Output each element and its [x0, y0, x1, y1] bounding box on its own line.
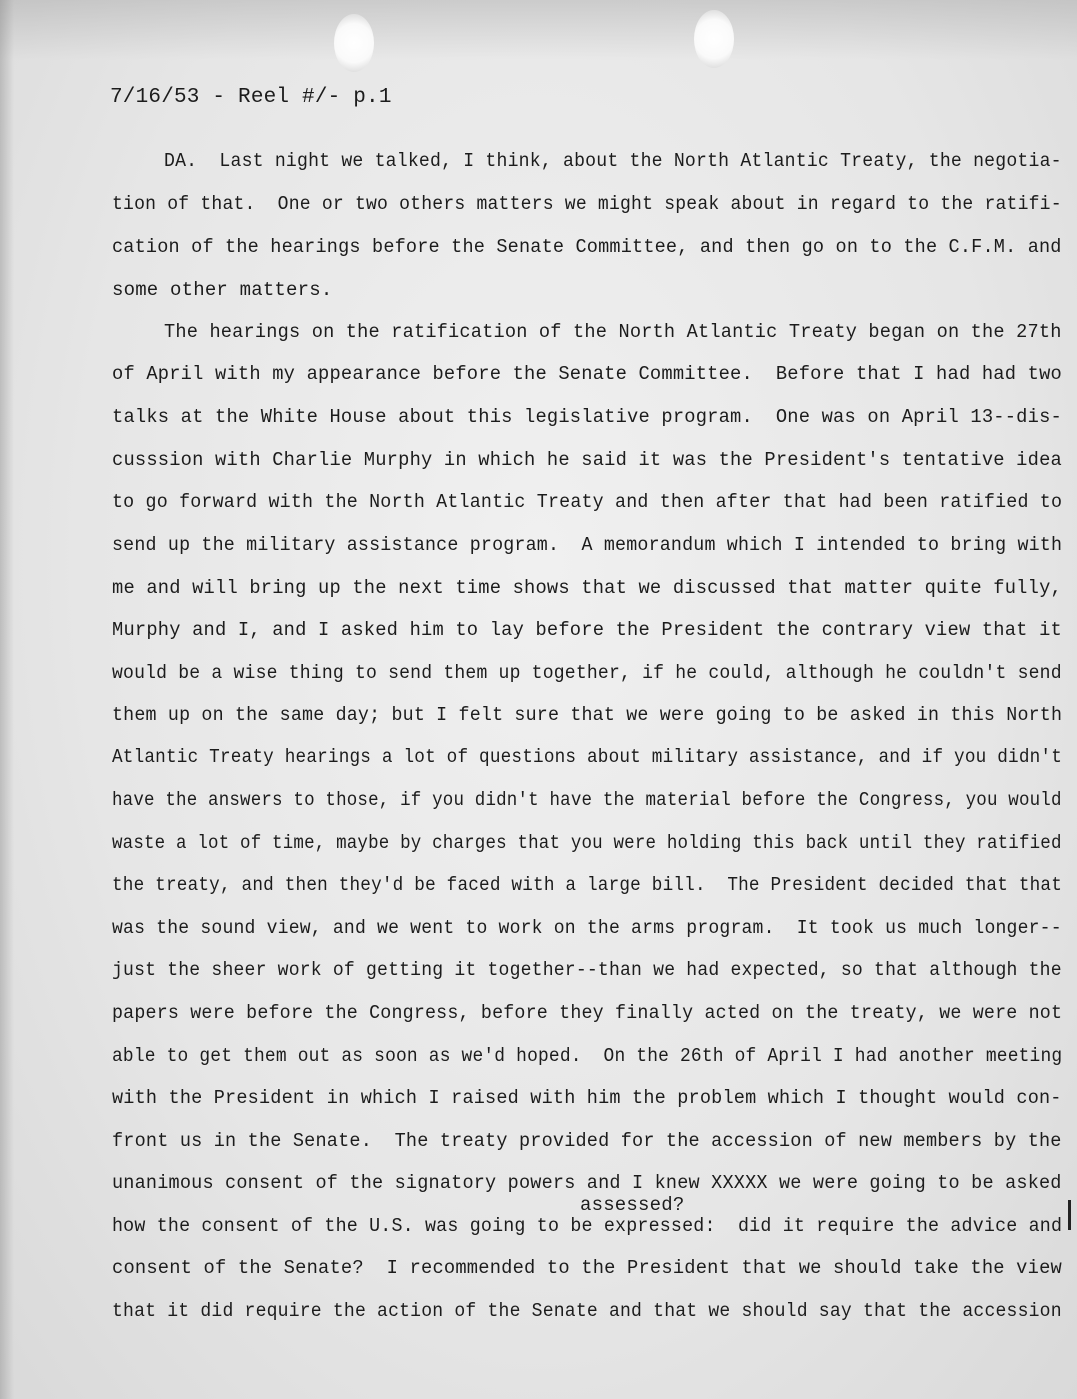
margin-mark	[1068, 1200, 1071, 1230]
text-line: tion of that. One or two others matters we might speak about in regard to the ratifi-	[112, 193, 1062, 215]
text-line: Atlantic Treaty hearings a lot of questions about military assistance, and if you didn't	[112, 746, 1063, 768]
text-line: with the President in which I raised with him the problem which I thought would con-	[112, 1087, 1062, 1109]
text-line: of April with my appearance before the Senate Committee. Before that I had had two	[112, 363, 1062, 385]
text-line: how the consent of the U.S. was going to be expressed: did it require the advice and	[112, 1215, 1063, 1237]
text-line: cation of the hearings before the Senate Committee, and then go on to the C.F.M. and	[112, 236, 1062, 258]
text-line: have the answers to those, if you didn't have the material before the Congress, you would	[112, 789, 1062, 811]
page-left-shadow	[0, 0, 14, 1399]
text-line: talks at the White House about this legislative program. One was on April 13--dis-	[112, 406, 1062, 428]
punch-hole-left	[334, 14, 374, 72]
handwritten-insertion: assessed?	[580, 1194, 685, 1216]
text-line: cusssion with Charlie Murphy in which he said it was the President's tentative idea	[112, 449, 1062, 471]
text-line: The hearings on the ratification of the North Atlantic Treaty began on the 27th	[164, 321, 1062, 343]
punch-hole-right	[694, 10, 734, 68]
text-line: consent of the Senate? I recommended to the President that we should take the view	[112, 1257, 1062, 1279]
text-line: was the sound view, and we went to work on the arms program. It took us much longer--	[112, 917, 1062, 939]
page-top-shadow	[0, 0, 1077, 60]
text-line: me and will bring up the next time shows that we discussed that matter quite fully,	[112, 577, 1062, 599]
text-line: papers were before the Congress, before they finally acted on the treaty, we were not	[112, 1002, 1063, 1024]
text-line: send up the military assistance program. A memorandum which I intended to bring with	[112, 534, 1063, 556]
text-line: that it did require the action of the Senate and that we should say that the accession	[112, 1300, 1062, 1322]
text-line: Murphy and I, and I asked him to lay before the President the contrary view that it	[112, 619, 1062, 641]
text-line: DA. Last night we talked, I think, about the North Atlantic Treaty, the negotia-	[164, 150, 1062, 172]
text-line: the treaty, and then they'd be faced with a large bill. The President decided that that	[112, 874, 1063, 896]
text-line: waste a lot of time, maybe by charges that you were holding this back until they ratified	[112, 832, 1062, 854]
text-line: them up on the same day; but I felt sure that we were going to be asked in this North	[112, 704, 1063, 726]
text-line: able to get them out as soon as we'd hoped. On the 26th of April I had another meeting	[112, 1045, 1063, 1067]
text-line: to go forward with the North Atlantic Treaty and then after that had been ratified to	[112, 491, 1063, 513]
text-line: unanimous consent of the signatory powers and I knew XXXXX we were going to be asked	[112, 1172, 1062, 1194]
page-header: 7/16/53 - Reel #/- p.1	[110, 86, 392, 109]
text-line: just the sheer work of getting it together--than we had expected, so that although the	[112, 959, 1062, 981]
text-line: front us in the Senate. The treaty provided for the accession of new members by the	[112, 1130, 1062, 1152]
text-line: some other matters.	[112, 279, 333, 301]
text-line: would be a wise thing to send them up together, if he could, although he couldn't send	[112, 662, 1062, 684]
